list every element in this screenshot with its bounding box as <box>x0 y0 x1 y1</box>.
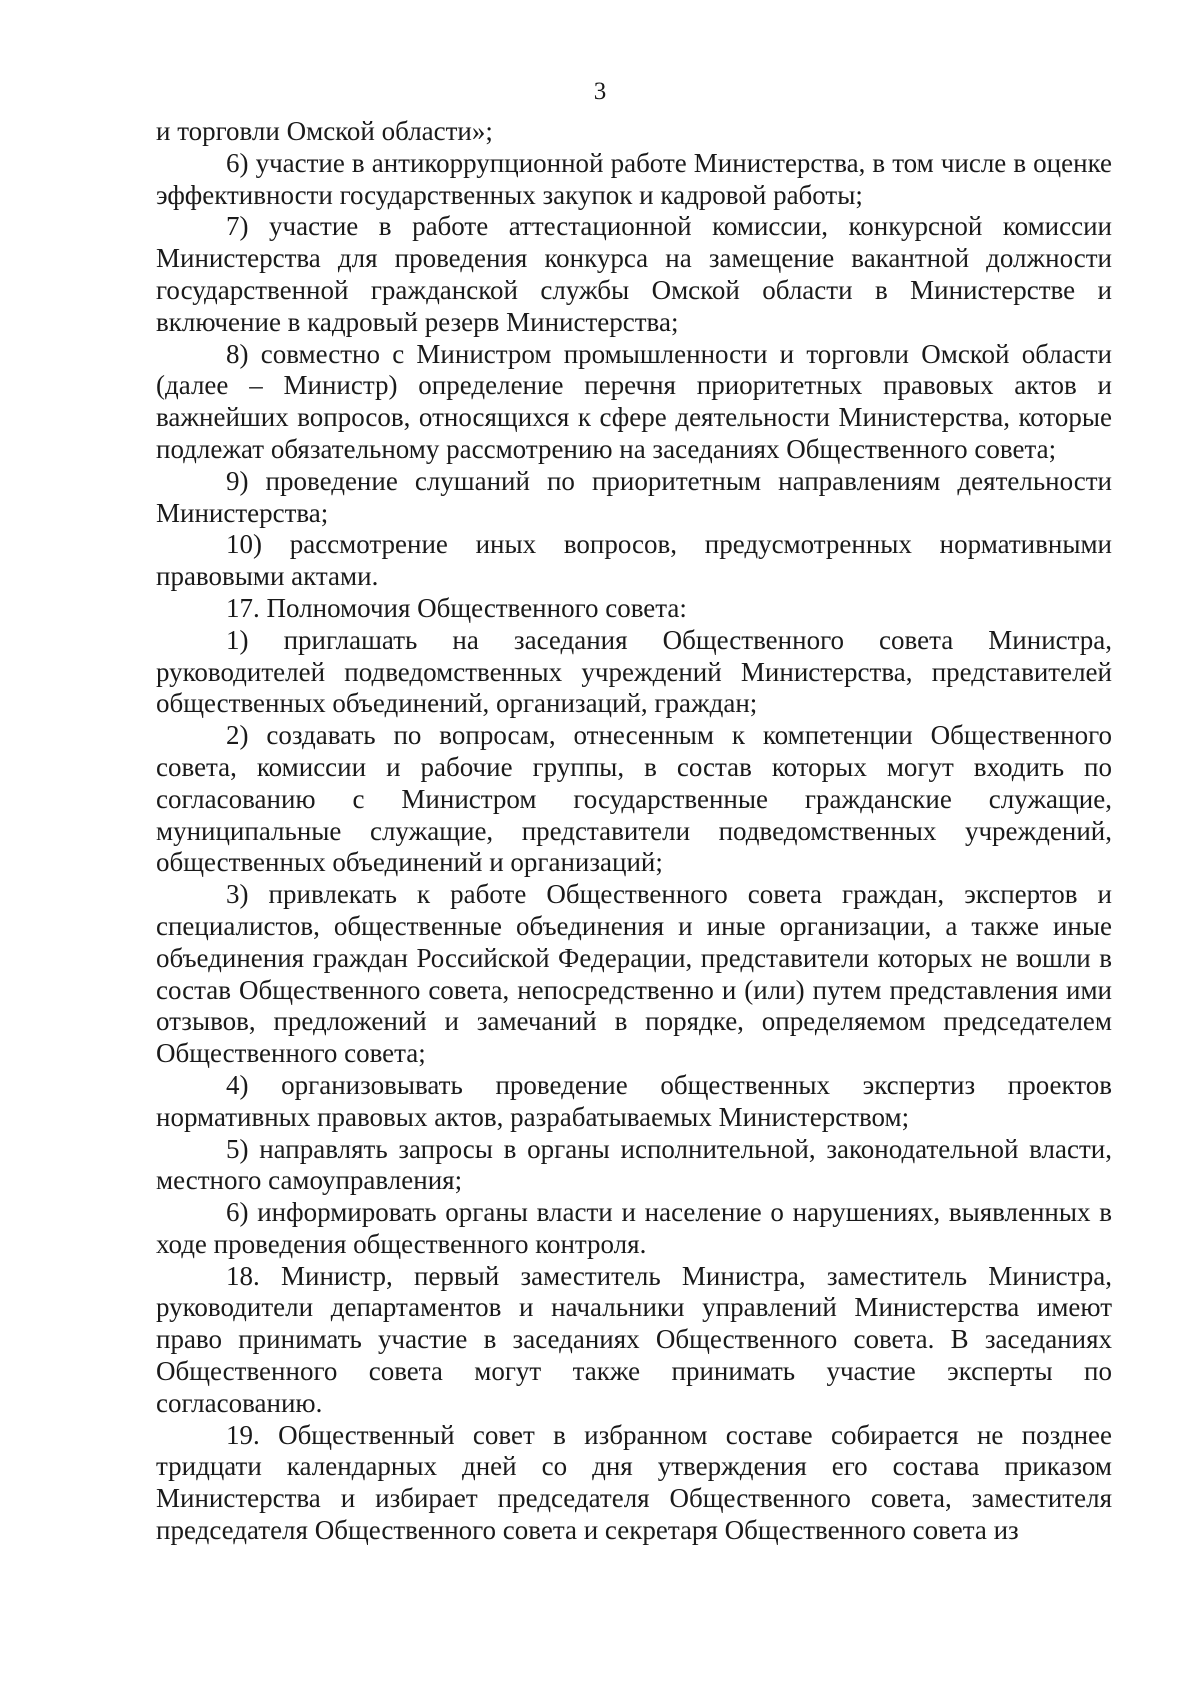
paragraph-17-item-4: 4) организовывать проведение общественных экспертиз проектов нормативных правовых актов, разрабатываемых Министерством; <box>156 1069 1112 1132</box>
paragraph-item-10: 10) рассмотрение иных вопросов, предусмотренных нормативными правовыми актами. <box>156 529 1112 592</box>
paragraph-17-item-3: 3) привлекать к работе Общественного совета граждан, экспертов и специалистов, общественные объединения и иные организации, а также иные объединения граждан Российской Федерации, представители которых не вошли в состав Общественного совета, непосредственно и (или) путем представления ими отзывов, предложений и замечаний в порядке, определяемом председателем Общественного совета; <box>156 879 1112 1069</box>
page-number: 3 <box>593 78 607 105</box>
paragraph-17-item-1: 1) приглашать на заседания Общественного совета Министра, руководителей подведомственных учреждений Министерства, представителей общественных объединений, организаций, граждан; <box>156 624 1112 719</box>
paragraph-17-item-6: 6) информировать органы власти и население о нарушениях, выявленных в ходе проведения общественного контроля. <box>156 1197 1112 1259</box>
paragraph-item-9: 9) проведение слушаний по приоритетным направлениям деятельности Министерства; <box>156 465 1112 528</box>
paragraph-item-7: 7) участие в работе аттестационной комиссии, конкурсной комиссии Министерства для проведения конкурса на замещение вакантной должности государственной гражданской службы Омской области в Министерстве и включение в кадровый резерв Министерства; <box>156 211 1112 337</box>
paragraph-item-6: 6) участие в антикоррупционной работе Министерства, в том числе в оценке эффективности государственных закупок и кадровой работы; <box>156 147 1112 210</box>
paragraph-17-item-2: 2) создавать по вопросам, отнесенным к компетенции Общественного совета, комиссии и рабочие группы, в состав которых могут входить по согласованию с Министром государственные гражданские служащие, муниципальные служащие, представители подведомственных учреждений, общественных объединений и организаций; <box>156 720 1112 878</box>
document-body <box>156 116 1112 1547</box>
paragraph-continuation: и торговли Омской области»; <box>156 116 493 146</box>
paragraph-item-8: 8) совместно с Министром промышленности и торговли Омской области (далее – Министр) определение перечня приоритетных правовых актов и важнейших вопросов, относящихся к сфере деятельности Министерства, которые подлежат обязательному рассмотрению на заседаниях Общественного совета; <box>156 338 1112 464</box>
section-17-heading: 17. Полномочия Общественного совета: <box>226 592 687 623</box>
section-19-paragraph: 19. Общественный совет в избранном составе собирается не позднее тридцати календарных дней со дня утверждения его состава приказом Министерства и избирает председателя Общественного совета, заместителя председателя Общественного совета и секретаря Общественного совета из <box>156 1419 1112 1546</box>
section-18-paragraph: 18. Министр, первый заместитель Министра, заместитель Министра, руководители департаментов и начальники управлений Министерства имеют право принимать участие в заседаниях Общественного совета. В заседаниях Общественного совета могут также принимать участие эксперты по согласованию. <box>156 1260 1112 1418</box>
paragraph-17-item-5: 5) направлять запросы в органы исполнительной, законодательной власти, местного самоуправления; <box>156 1133 1112 1196</box>
